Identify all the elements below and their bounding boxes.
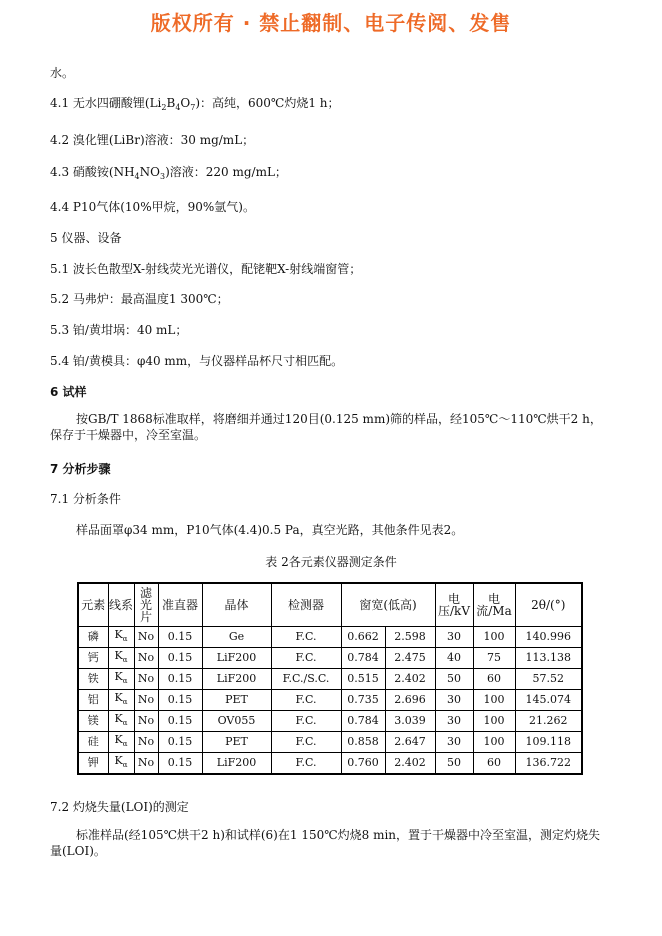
line-symbol: K	[114, 690, 123, 704]
line-symbol: K	[114, 648, 123, 662]
item-4-3-part: 4.3 硝酸铵(NH	[50, 165, 135, 179]
line-subscript: α	[122, 698, 128, 707]
item-4-1-part: B	[166, 96, 176, 110]
item-4-2: 4.2 溴化锂(LiBr)溶液：30 mg/mL；	[50, 133, 255, 147]
cell-angle: 145.074	[515, 690, 582, 711]
cell-collimator: 0.15	[158, 627, 202, 648]
col-line: 线系	[108, 583, 134, 627]
cell-element: 硅	[78, 732, 108, 753]
cell-crystal: PET	[202, 732, 271, 753]
cell-angle: 113.138	[515, 648, 582, 669]
line-symbol: K	[114, 732, 123, 746]
cell-window-low: 0.784	[341, 711, 385, 732]
subscript: 2	[161, 103, 167, 112]
cell-current: 75	[473, 648, 515, 669]
cell-element: 钙	[78, 648, 108, 669]
table-row	[78, 627, 582, 648]
cell-filter: No	[134, 669, 158, 690]
line-subscript: α	[122, 656, 128, 665]
cell-current: 100	[473, 711, 515, 732]
cell-window-low: 0.784	[341, 648, 385, 669]
cell-angle: 21.262	[515, 711, 582, 732]
item-4-3	[50, 163, 287, 181]
cell-window-high: 2.598	[385, 627, 435, 648]
cell-line	[108, 648, 134, 669]
cell-crystal: OV055	[202, 711, 271, 732]
cell-detector: F.C.	[271, 753, 341, 775]
cell-detector: F.C.	[271, 711, 341, 732]
cell-voltage: 50	[435, 753, 473, 775]
cell-detector: F.C.	[271, 732, 341, 753]
cell-line	[108, 627, 134, 648]
subscript: 4	[175, 103, 181, 112]
cell-window-high: 2.696	[385, 690, 435, 711]
cell-crystal: PET	[202, 690, 271, 711]
cell-filter: No	[134, 690, 158, 711]
section-7-1-paragraph: 样品面罩φ34 mm，P10气体(4.4)0.5 Pa，真空光路，其他条件见表2。	[76, 523, 464, 537]
cell-line	[108, 690, 134, 711]
col-collimator: 准直器	[158, 583, 202, 627]
col-element: 元素	[78, 583, 108, 627]
col-detector: 检测器	[271, 583, 341, 627]
subscript: 3	[159, 172, 166, 181]
cell-window-low: 0.662	[341, 627, 385, 648]
table-row	[78, 711, 582, 732]
cell-collimator: 0.15	[158, 732, 202, 753]
cell-angle: 136.722	[515, 753, 582, 775]
cell-detector: F.C.	[271, 690, 341, 711]
line-symbol: K	[114, 669, 123, 683]
conditions-table	[77, 582, 583, 775]
line-symbol: K	[114, 627, 123, 641]
item-4-1	[50, 94, 340, 112]
cell-collimator: 0.15	[158, 648, 202, 669]
cell-current: 60	[473, 753, 515, 775]
cell-filter: No	[134, 732, 158, 753]
cell-current: 100	[473, 627, 515, 648]
item-4-1-part: O	[180, 96, 191, 110]
cell-window-low: 0.515	[341, 669, 385, 690]
cell-detector: F.C./S.C.	[271, 669, 341, 690]
cell-detector: F.C.	[271, 648, 341, 669]
col-current: 电流/Ma	[473, 583, 515, 627]
section-7-2-paragraph: 标准样品(经105℃烘干2 h)和试样(6)在1 150℃灼烧8 min，置于干燥器中冷至室温，测定灼烧失量(LOI)。	[50, 828, 601, 858]
col-voltage: 电压/kV	[435, 583, 473, 627]
section-5-heading: 5 仪器、设备	[50, 231, 122, 245]
cell-angle: 109.118	[515, 732, 582, 753]
item-4-3-part: )溶液：220 mg/mL；	[165, 165, 287, 179]
table-row	[78, 648, 582, 669]
cell-crystal: LiF200	[202, 669, 271, 690]
line-subscript: α	[122, 719, 128, 728]
cell-window-low: 0.858	[341, 732, 385, 753]
cell-filter: No	[134, 711, 158, 732]
cell-window-high: 2.475	[385, 648, 435, 669]
watermark: 版权所有 · 禁止翻制、电子传阅、发售	[150, 11, 512, 35]
cell-window-high: 2.647	[385, 732, 435, 753]
item-5-3: 5.3 铂/黄坩埚：40 mL；	[50, 323, 188, 337]
cell-window-low: 0.760	[341, 753, 385, 775]
cell-current: 60	[473, 669, 515, 690]
item-5-4: 5.4 铂/黄模具：φ40 mm，与仪器样品杯尺寸相匹配。	[50, 354, 344, 368]
cell-voltage: 30	[435, 711, 473, 732]
line-subscript: α	[122, 677, 128, 686]
cell-angle: 57.52	[515, 669, 582, 690]
cell-collimator: 0.15	[158, 711, 202, 732]
cell-voltage: 30	[435, 627, 473, 648]
section-7-2-heading: 7.2 灼烧失量(LOI)的测定	[50, 800, 189, 814]
cell-filter: No	[134, 753, 158, 775]
cell-element: 镁	[78, 711, 108, 732]
continuation-text: 水。	[50, 66, 75, 80]
cell-voltage: 30	[435, 690, 473, 711]
cell-voltage: 30	[435, 732, 473, 753]
item-4-4: 4.4 P10气体(10%甲烷，90%氩气)。	[50, 200, 255, 214]
cell-line	[108, 711, 134, 732]
cell-element: 铝	[78, 690, 108, 711]
line-subscript: α	[122, 761, 128, 770]
cell-collimator: 0.15	[158, 690, 202, 711]
cell-window-high: 2.402	[385, 753, 435, 775]
cell-element: 铁	[78, 669, 108, 690]
table-row	[78, 690, 582, 711]
cell-crystal: LiF200	[202, 648, 271, 669]
cell-collimator: 0.15	[158, 753, 202, 775]
cell-detector: F.C.	[271, 627, 341, 648]
cell-crystal: Ge	[202, 627, 271, 648]
cell-line	[108, 669, 134, 690]
subscript: 4	[134, 172, 140, 181]
cell-voltage: 40	[435, 648, 473, 669]
item-5-2: 5.2 马弗炉：最高温度1 300℃；	[50, 292, 229, 306]
item-5-1: 5.1 波长色散型X-射线荧光光谱仪，配铑靶X-射线端窗管；	[50, 262, 362, 276]
col-angle: 2θ/(°)	[515, 583, 582, 627]
line-subscript: α	[122, 635, 128, 644]
subscript: 7	[190, 103, 196, 112]
cell-line	[108, 732, 134, 753]
cell-current: 100	[473, 732, 515, 753]
cell-angle: 140.996	[515, 627, 582, 648]
line-subscript: α	[122, 740, 128, 749]
section-7-1-heading: 7.1 分析条件	[50, 492, 121, 506]
cell-crystal: LiF200	[202, 753, 271, 775]
cell-filter: No	[134, 648, 158, 669]
table-caption: 表 2各元素仪器测定条件	[265, 555, 397, 569]
cell-window-high: 2.402	[385, 669, 435, 690]
line-symbol: K	[114, 753, 123, 767]
cell-filter: No	[134, 627, 158, 648]
col-filter: 滤光片	[134, 583, 158, 627]
cell-collimator: 0.15	[158, 669, 202, 690]
cell-window-high: 3.039	[385, 711, 435, 732]
item-4-1-part: 4.1 无水四硼酸锂(Li	[50, 96, 162, 110]
item-4-1-part: )：高纯，600℃灼烧1 h；	[195, 96, 340, 110]
section-6-heading: 6 试样	[50, 385, 87, 399]
table-row	[78, 753, 582, 775]
table-row	[78, 669, 582, 690]
cell-window-low: 0.735	[341, 690, 385, 711]
cell-element: 钾	[78, 753, 108, 775]
cell-line	[108, 753, 134, 775]
cell-voltage: 50	[435, 669, 473, 690]
section-7-heading: 7 分析步骤	[50, 462, 111, 476]
section-6-paragraph: 按GB/T 1868标准取样，将磨细并通过120目(0.125 mm)筛的样品，经105℃～110℃烘干2 h，保存于干燥器中，冷至室温。	[50, 412, 602, 442]
table-row	[78, 732, 582, 753]
col-window: 窗宽(低高)	[341, 583, 435, 627]
table-header-row	[78, 583, 582, 627]
cell-element: 磷	[78, 627, 108, 648]
line-symbol: K	[114, 711, 123, 725]
item-4-3-part: NO	[139, 165, 160, 179]
cell-current: 100	[473, 690, 515, 711]
col-crystal: 晶体	[202, 583, 271, 627]
